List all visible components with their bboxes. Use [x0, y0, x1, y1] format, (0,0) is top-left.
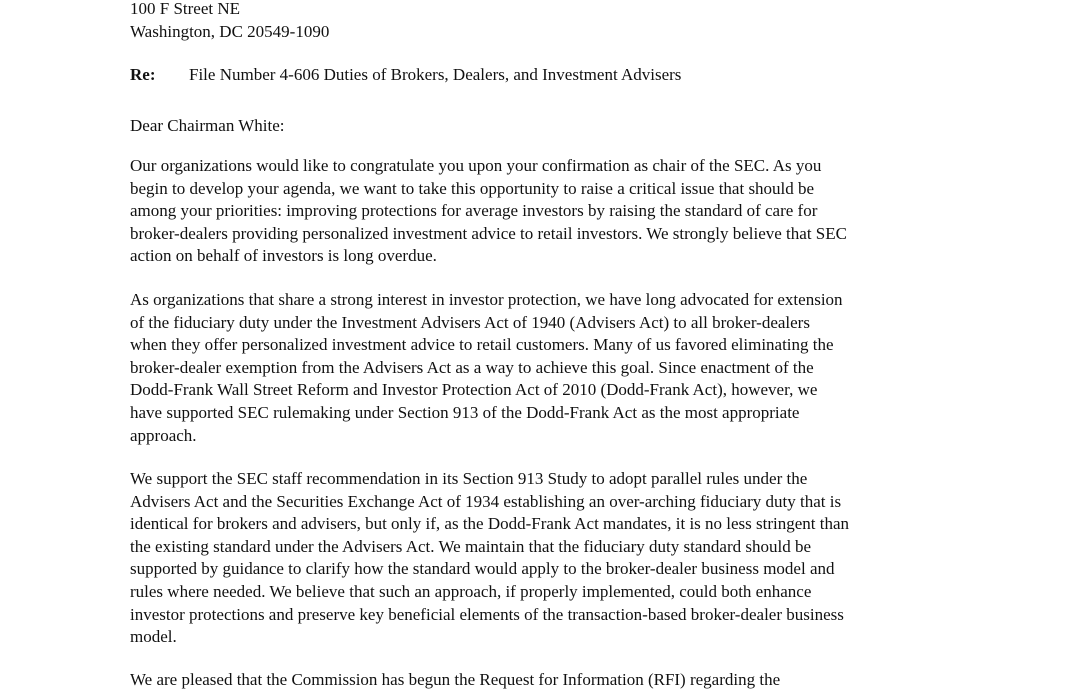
text-line: broker-dealer exemption from the Advisers Act as a way to achieve this goal. Since enactment of the	[130, 357, 814, 377]
text-line: Our organizations would like to congratulate you upon your confirmation as chair of the SEC. As you	[130, 156, 822, 175]
text-line: investor protections and preserve key beneficial elements of the transaction-based broker-dealer business	[130, 604, 844, 624]
text-line: of the fiduciary duty under the Investment Advisers Act of 1940 (Advisers Act) to all broker-dealers	[130, 312, 810, 332]
text-line: broker-dealers providing personalized investment advice to retail investors. We strongly believe that SEC	[130, 223, 847, 243]
text-line: Advisers Act and the Securities Exchange Act of 1934 establishing an over-arching fiduciary duty that is	[130, 491, 842, 511]
text-line: when they offer personalized investment advice to retail customers. Many of us favored eliminating the	[130, 335, 834, 355]
text-line: the existing standard under the Advisers Act. We maintain that the fiduciary duty standard should be	[130, 536, 811, 556]
subject-label: Re:	[130, 65, 156, 84]
recipient-address	[130, 0, 329, 43]
body-paragraph	[130, 468, 970, 649]
body-paragraph	[130, 155, 970, 268]
body-paragraph	[130, 289, 970, 447]
text-line: model.	[130, 627, 177, 647]
salutation: Dear Chairman White:	[130, 116, 285, 135]
text-line: identical for brokers and advisers, but only if, as the Dodd-Frank Act mandates, it is no less stringent than	[130, 514, 850, 534]
text-line: As organizations that share a strong interest in investor protection, we have long advocated for extension	[130, 290, 843, 309]
text-line: begin to develop your agenda, we want to take this opportunity to raise a critical issue that should be	[130, 178, 815, 198]
subject-line	[130, 64, 681, 87]
text-line: rules where needed. We believe that such an approach, if properly implemented, could both enhance	[130, 581, 812, 601]
text-line: supported by guidance to clarify how the standard would apply to the broker-dealer business model and	[130, 559, 835, 579]
text-line: action on behalf of investors is long overdue.	[130, 246, 437, 266]
text-line: We are pleased that the Commission has begun the Request for Information (RFI) regarding the	[130, 670, 781, 689]
address-line: 100 F Street NE	[130, 0, 241, 18]
text-line: We support the SEC staff recommendation in its Section 913 Study to adopt parallel rules under the	[130, 469, 808, 488]
text-line: have supported SEC rulemaking under Section 913 of the Dodd-Frank Act as the most appropriate	[130, 402, 800, 422]
text-line: approach.	[130, 425, 197, 445]
text-line: among your priorities: improving protections for average investors by raising the standard of care for	[130, 201, 818, 221]
text-line: Dodd-Frank Wall Street Reform and Investor Protection Act of 2010 (Dodd-Frank Act), however, we	[130, 380, 818, 400]
body-paragraph	[130, 669, 970, 692]
address-line: Washington, DC 20549-1090	[130, 21, 330, 41]
subject-text: File Number 4-606 Duties of Brokers, Dealers, and Investment Advisers	[189, 65, 682, 84]
